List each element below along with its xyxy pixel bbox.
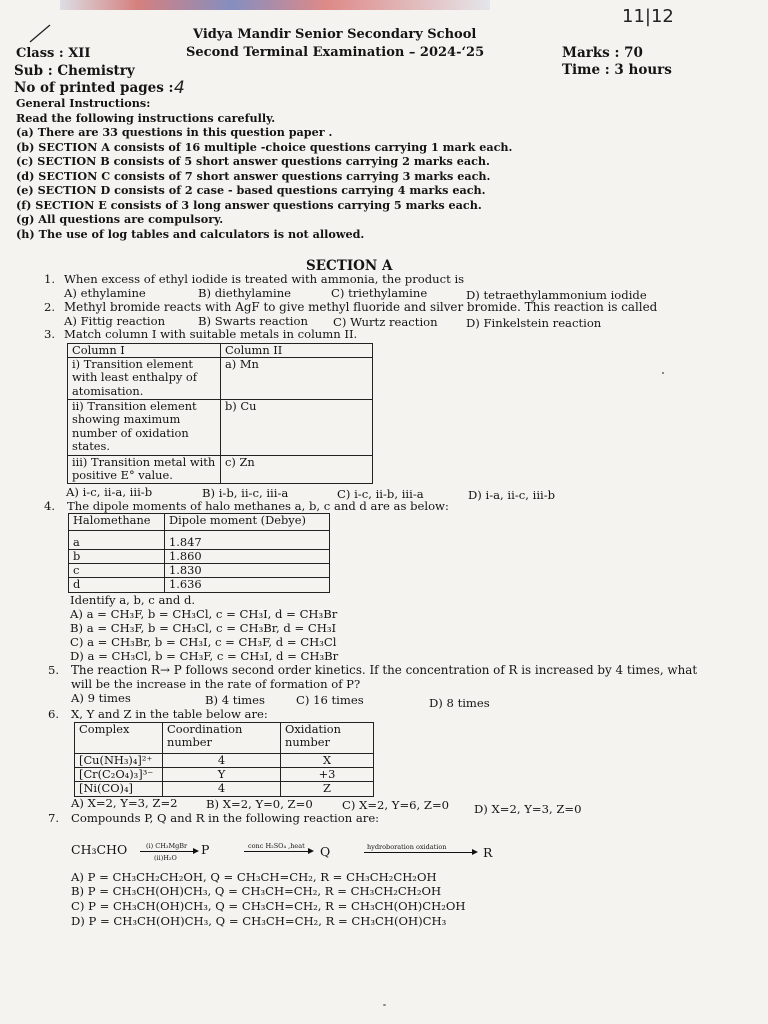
pages-label: No of printed pages : (14, 80, 174, 96)
instruction-line: (b) SECTION A consists of 16 multiple -choice questions carrying 1 mark each. (16, 140, 513, 154)
school-name: Vidya Mandir Senior Secondary School (193, 27, 477, 42)
table-cell: iii) Transition metal with positive E° value. (68, 456, 221, 484)
table-header: Column II (221, 344, 373, 358)
table-row (69, 564, 330, 578)
question-text: Compounds P, Q and R in the following reaction are: (71, 811, 380, 825)
table-row (75, 782, 374, 796)
arrow-icon (244, 851, 312, 852)
table-header: Column I (68, 344, 221, 358)
marks-label: Marks : 70 (562, 45, 643, 61)
reactant: CH₃CHO (71, 842, 128, 857)
table-row (69, 578, 330, 592)
dipole-table (68, 513, 330, 593)
table-cell: d (69, 578, 165, 592)
table-cell: Y (163, 768, 281, 782)
product-p: P (201, 842, 210, 857)
question-number: 6. (48, 707, 60, 721)
table-cell: [Ni(CO)₄] (75, 782, 163, 796)
table-cell: 1.860 (165, 550, 330, 564)
option-a: A) a = CH₃F, b = CH₃Cl, c = CH₃I, d = CH₃Br (70, 607, 338, 621)
question-text: Match column I with suitable metals in column II. (64, 327, 358, 341)
table-cell: +3 (281, 768, 374, 782)
scan-speck (383, 1004, 386, 1006)
instruction-line: (c) SECTION B consists of 5 short answer questions carrying 2 marks each. (16, 154, 490, 168)
table-header: Halomethane (69, 514, 165, 531)
pen-mark-icon (28, 22, 54, 44)
reagent-label: (ii)H₂O (154, 854, 177, 862)
table-row (68, 400, 373, 456)
product-r: R (483, 845, 493, 860)
scan-speck (662, 372, 664, 374)
instruction-line: (a) There are 33 questions in this question paper . (16, 125, 333, 139)
table-header-row (68, 344, 373, 358)
table-cell: Z (281, 782, 374, 796)
table-row (69, 531, 330, 550)
product-q: Q (320, 844, 331, 859)
table-cell: c (69, 564, 165, 578)
option-c: C) triethylamine (331, 286, 428, 300)
table-header: Oxidation number (281, 723, 374, 754)
table-cell: i) Transition element with least enthalpy of atomisation. (68, 358, 221, 400)
table-row (68, 456, 373, 484)
table-cell: c) Zn (221, 456, 373, 484)
option-a: A) Fittig reaction (64, 314, 166, 328)
table-cell: a) Mn (221, 358, 373, 400)
option-b: B) i-b, ii-c, iii-a (202, 486, 289, 500)
option-c: C) a = CH₃Br, b = CH₃I, c = CH₃F, d = CH₃Cl (70, 635, 337, 649)
table-cell: 1.847 (165, 531, 330, 550)
option-c: C) Wurtz reaction (333, 315, 438, 329)
option-d: D) X=2, Y=3, Z=0 (474, 802, 582, 816)
option-d: D) tetraethylammonium iodide (466, 288, 647, 302)
table-cell: [Cr(C₂O₄)₃]³⁻ (75, 768, 163, 782)
table-header: Dipole moment (Debye) (165, 514, 330, 531)
time-label: Time : 3 hours (562, 62, 672, 78)
question-number: 4. (44, 499, 56, 513)
option-d: D) 8 times (429, 696, 490, 710)
option-b: B) a = CH₃F, b = CH₃Cl, c = CH₃Br, d = CH₃I (70, 621, 337, 635)
question-text: When excess of ethyl iodide is treated with ammonia, the product is (64, 272, 465, 286)
table-cell: 4 (163, 782, 281, 796)
match-table (67, 343, 373, 484)
arrow-icon (364, 852, 476, 853)
section-title: SECTION A (306, 258, 393, 274)
question-number: 3. (44, 327, 56, 341)
table-cell: ii) Transition element showing maximum number of oxidation states. (68, 400, 221, 456)
reagent-label: (i) CH₃MgBr (146, 842, 188, 850)
question-number: 2. (44, 300, 56, 314)
option-d: D) a = CH₃Cl, b = CH₃F, c = CH₃I, d = CH₃Br (70, 649, 339, 663)
table-cell: 4 (163, 754, 281, 768)
table-header: Complex (75, 723, 163, 754)
option-d: D) Finkelstein reaction (466, 316, 602, 330)
option-c: C) X=2, Y=6, Z=0 (342, 798, 450, 812)
question-number: 1. (44, 272, 56, 286)
question-text: will be the increase in the rate of formation of P? (71, 677, 361, 691)
option-a: A) 9 times (71, 691, 131, 705)
table-row (68, 358, 373, 400)
option-a: A) ethylamine (64, 286, 146, 300)
option-b: B) Swarts reaction (198, 314, 308, 328)
table-cell: b) Cu (221, 400, 373, 456)
table-cell: [Cu(NH₃)₄]²⁺ (75, 754, 163, 768)
table-cell: b (69, 550, 165, 564)
reagent-label: conc H₂SO₄ ,heat (248, 842, 305, 850)
option-c: C) 16 times (296, 693, 364, 707)
class-label: Class : XII (16, 46, 91, 61)
question-number: 7. (48, 811, 60, 825)
option-d: D) P = CH₃CH(OH)CH₃, Q = CH₃CH=CH₂, R = CH₃CH(OH)CH₃ (71, 914, 447, 928)
option-a: A) X=2, Y=3, Z=2 (71, 796, 178, 810)
instruction-line: (f) SECTION E consists of 3 long answer questions carrying 5 marks each. (16, 198, 482, 212)
scan-edge-strip (60, 0, 490, 10)
option-b: B) P = CH₃CH(OH)CH₃, Q = CH₃CH=CH₂, R = CH₃CH₂CH₂OH (71, 884, 442, 898)
table-row (75, 754, 374, 768)
question-text: The reaction R→ P follows second order kinetics. If the concentration of R is increased by 4 times, what (71, 663, 698, 677)
table-row (75, 768, 374, 782)
instruction-line: (d) SECTION C consists of 7 short answer questions carrying 3 marks each. (16, 169, 491, 183)
table-row (69, 550, 330, 564)
instruction-line: (g) All questions are compulsory. (16, 212, 224, 226)
option-b: B) X=2, Y=0, Z=0 (206, 797, 313, 811)
table-header-row (69, 514, 330, 531)
arrow-icon (140, 851, 197, 852)
option-b: B) diethylamine (198, 286, 292, 300)
identify-text: Identify a, b, c and d. (70, 593, 196, 607)
table-header: Coordination number (163, 723, 281, 754)
option-a: A) i-c, ii-a, iii-b (66, 485, 153, 499)
option-c: C) i-c, ii-b, iii-a (337, 487, 424, 501)
question-text: The dipole moments of halo methanes a, b, c and d are as below: (67, 499, 449, 513)
option-b: B) 4 times (205, 693, 265, 707)
option-c: C) P = CH₃CH(OH)CH₃, Q = CH₃CH=CH₂, R = CH₃CH(OH)CH₂OH (71, 899, 466, 913)
table-cell: X (281, 754, 374, 768)
table-cell: 1.636 (165, 578, 330, 592)
complex-table (74, 722, 374, 797)
exam-title: Second Terminal Examination – 2024-‘25 (186, 45, 485, 60)
question-number: 5. (48, 663, 60, 677)
instruction-line: (h) The use of log tables and calculators is not allowed. (16, 227, 365, 241)
reagent-label: hydroboration oxidation (367, 843, 447, 851)
table-cell: 1.830 (165, 564, 330, 578)
table-cell: a (69, 531, 165, 550)
margin-note: 11|12 (622, 6, 674, 27)
option-a: A) P = CH₃CH₂CH₂OH, Q = CH₃CH=CH₂, R = CH₃CH₂CH₂OH (71, 870, 437, 884)
subject-label: Sub : Chemistry (14, 63, 135, 79)
instruction-line: Read the following instructions carefully. (16, 111, 276, 125)
pages-value: 4 (174, 78, 185, 98)
question-text: Methyl bromide reacts with AgF to give methyl fluoride and silver bromide. This reaction is called (64, 300, 658, 314)
option-d: D) i-a, ii-c, iii-b (468, 488, 556, 502)
table-header-row (75, 723, 374, 754)
instructions-title: General Instructions: (16, 96, 151, 110)
instruction-line: (e) SECTION D consists of 2 case - based questions carrying 4 marks each. (16, 183, 486, 197)
question-text: X, Y and Z in the table below are: (71, 707, 268, 721)
